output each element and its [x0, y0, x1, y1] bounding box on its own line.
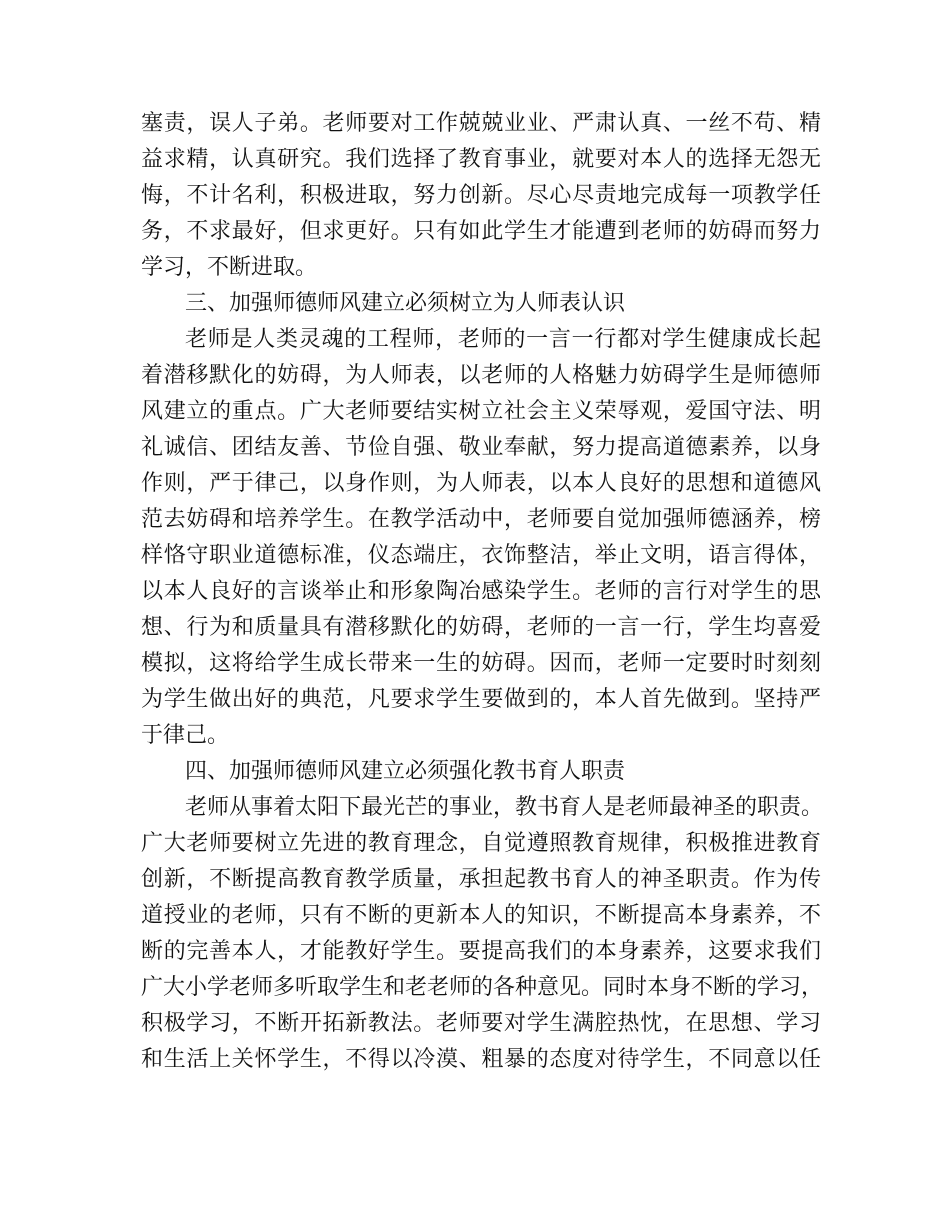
- text-line: 悔，不计名利，积极进取，努力创新。尽心尽责地完成每一项教学任: [141, 183, 821, 208]
- text-line: 和生活上关怀学生，不得以冷漠、粗暴的态度对待学生，不同意以任: [141, 1047, 821, 1072]
- text-line: 道授业的老师，只有不断的更新本人的知识，不断提高本身素养，不: [141, 903, 821, 928]
- text-line: 益求精，认真研究。我们选择了教育事业，就要对本人的选择无怨无: [141, 147, 821, 172]
- text-line: 创新，不断提高教育教学质量，承担起教书育人的神圣职责。作为传: [141, 867, 821, 892]
- text-line: 礼诚信、团结友善、节俭自强、敬业奉献，努力提高道德素养，以身: [141, 435, 821, 460]
- text-line: 着潜移默化的妨碍，为人师表，以老师的人格魅力妨碍学生是师德师: [141, 363, 821, 388]
- text-line: 广大小学老师多听取学生和老老师的各种意见。同时本身不断的学习，: [141, 975, 824, 1000]
- section-heading-4: 四、加强师德师风建立必须强化教书育人职责: [185, 759, 626, 784]
- section-heading-3: 三、加强师德师风建立必须树立为人师表认识: [185, 291, 626, 316]
- text-line: 以本人良好的言谈举止和形象陶冶感染学生。老师的言行对学生的思: [141, 579, 821, 604]
- text-line: 老师从事着太阳下最光芒的事业，教书育人是老师最神圣的职责。: [185, 795, 824, 820]
- text-line: 范去妨碍和培养学生。在教学活动中，老师要自觉加强师德涵养，榜: [141, 507, 821, 532]
- text-line: 于律己。: [141, 723, 230, 748]
- text-line: 老师是人类灵魂的工程师，老师的一言一行都对学生健康成长起: [185, 327, 821, 352]
- text-line: 塞责，误人子弟。老师要对工作兢兢业业、严肃认真、一丝不苟、精: [141, 111, 821, 136]
- text-line: 风建立的重点。广大老师要结实树立社会主义荣辱观，爱国守法、明: [141, 399, 821, 424]
- text-line: 广大老师要树立先进的教育理念，自觉遵照教育规律，积极推进教育: [141, 831, 821, 856]
- text-line: 断的完善本人，才能教好学生。要提高我们的本身素养，这要求我们: [141, 939, 821, 964]
- text-line: 务，不求最好，但求更好。只有如此学生才能遭到老师的妨碍而努力: [141, 219, 821, 244]
- text-line: 为学生做出好的典范，凡要求学生要做到的，本人首先做到。坚持严: [141, 687, 821, 712]
- text-line: 作则，严于律己，以身作则，为人师表，以本人良好的思想和道德风: [141, 471, 821, 496]
- text-line: 积极学习，不断开拓新教法。老师要对学生满腔热忱，在思想、学习: [141, 1011, 821, 1036]
- text-line: 想、行为和质量具有潜移默化的妨碍，老师的一言一行，学生均喜爱: [141, 615, 821, 640]
- text-line: 学习，不断进取。: [141, 255, 318, 280]
- text-line: 样恪守职业道德标准，仪态端庄，衣饰整洁，举止文明，语言得体，: [141, 543, 821, 568]
- text-line: 模拟，这将给学生成长带来一生的妨碍。因而，老师一定要时时刻刻: [141, 651, 821, 676]
